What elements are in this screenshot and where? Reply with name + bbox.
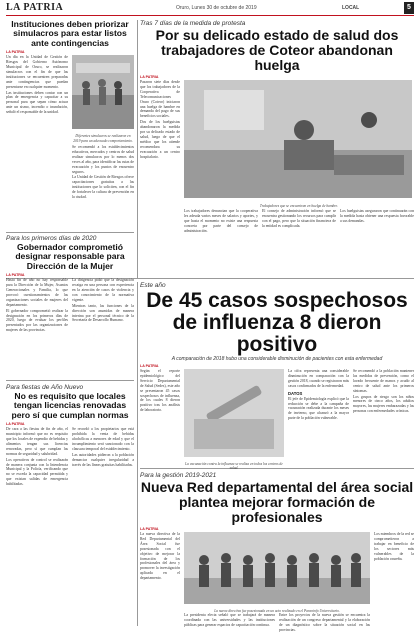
paragraph: Las autoridades pidieron a la población denunciar cualquier irregularidad a través de las líneas gratuitas habilitadas.: [72, 452, 134, 467]
subheadline: A comparación de 2018 hubo una considerable disminución de pacientes con esta enfermedad: [171, 356, 383, 362]
paragraph: Mientras tanto, las funciones de la dirección son asumidas de manera interina por el personal técnico de la Secretaría de Desarrollo Humano.: [72, 303, 134, 323]
photo-caption: La vacunación contra la influenza se realiza en todos los centros de salud.: [185, 462, 283, 471]
kicker: Para fiestas de Año Nuevo: [6, 384, 84, 391]
paragraph: Entre los proyectos de la nueva gestión se encuentra la realización de un congreso departamental y la elaboración de un diagnóstico sobre la situación social en las provincias.: [279, 613, 370, 633]
byline: LA PATRIA: [6, 50, 25, 55]
newspaper-logo: LA PATRIA: [6, 2, 64, 13]
edition-date: Oruro, Lunes 30 de octubre de 2019: [176, 5, 257, 11]
vaccine-photo: [184, 369, 284, 457]
paragraph: Los miembros de la red se comprometieron a trabajar en beneficio de los sectores más vulnerables de la población orureña.: [374, 532, 414, 561]
headline: Instituciones deben priorizar simulacros para estar listos ante contingencias: [11, 19, 129, 48]
photo-caption: La nueva directiva fue posesionada en un acto realizado en el Paraninfo Universitario.: [214, 609, 340, 613]
paragraph: Los grupos de riesgo son los niños menores de cinco años, los adultos mayores, las mujeres embarazadas y las personas con enfermedades crónicas.: [353, 394, 414, 414]
page-number: 5: [404, 2, 414, 14]
paragraph: Los operativos de control se realizarán de manera conjunta con la Intendencia Municipal y la Policía, verificando que no se exceda la capacidad permitida y que existan salidas de emergencia habilitadas.: [6, 457, 68, 487]
headline: Gobernador comprometió designar responsable para Dirección de la Mujer: [15, 242, 125, 271]
masthead: [6, 2, 414, 16]
byline: LA PATRIA: [6, 273, 25, 278]
paragraph: La cifra representa una considerable disminución en comparación con la gestión 2018, cuando se registraron más casos confirmados de la enfermedad.: [288, 369, 349, 388]
section-label: LOCAL: [342, 5, 360, 11]
paragraph: El jefe de Epidemiología explicó que la reducción se debe a la campaña de vacunación realizada durante los meses de invierno, que alcanzó a la mayor parte de la población vulnerable.: [288, 396, 349, 421]
paragraph: Se recomendó a la población mantener las medidas de prevención, como el lavado frecuente de manos y acudir al centro de salud ante los primeros síntomas.: [353, 369, 414, 393]
column-divider: [137, 20, 138, 278]
paragraph: El gobernador comprometió realizar la designación en los primeros días de 2020, luego de evaluar los perfiles presentados por las organizaciones de mujeres de las provincias.: [6, 308, 68, 333]
drill-photo: [72, 55, 134, 129]
story-influenza: [140, 282, 414, 471]
story-red-social: [140, 472, 414, 633]
story-ano-nuevo: [6, 384, 134, 626]
headline: De 45 casos sospechosos de influenza 8 dieron positivo: [146, 289, 408, 356]
story-divider: [6, 380, 134, 381]
paragraph: El consejo de administración informó que se encuentra gestionando los recursos para cumplir con el pago, pero que la situación financiera de la entidad es complicada.: [262, 209, 336, 229]
paragraph: Los trabajadores denuncian que la cooperativa les adeuda varios meses de salarios y aportes, y que hasta el momento no existe una respuesta concreta por parte del consejo de administración.: [184, 209, 258, 234]
paragraph: La Unidad de Gestión de Riesgos ofrece capacitaciones gratuitas a las instituciones que lo soliciten, con el fin de fortalecer la cultura de prevención en la ciudad.: [72, 175, 134, 200]
paragraph: Un día en la Unidad de Gestión de Riesgos del Gobierno Autónomo Municipal de Oruro, se realizaron simulacros con el fin de que las instituciones se encuentren preparadas ante contingencias que puedan presentarse en cualquier momento.: [6, 55, 68, 89]
paragraph: Dos de los huelguistas abandonaron la medida por su delicado estado de salud, luego de que el médico que los atiende recomendara su evacuación a un centro hospitalario.: [140, 120, 180, 159]
paragraph: La nueva directiva de la Red Departamental del Área Social fue posesionada con el objetivo de mejorar la formación de los profesionales del área y promover la investigación aplicada en el departamento.: [140, 532, 180, 581]
photo-caption: Trabajadores que se encuentran en huelga de hambre.: [259, 204, 339, 208]
headline: Nueva Red departamental del área social plantea mejorar formación de profesionales: [140, 479, 414, 525]
side-heading: DATOS: [288, 390, 303, 396]
kicker: Para la gestión 2019-2021: [140, 472, 217, 479]
headline: Por su delicado estado de salud dos trabajadores de Coteor abandonan huelga: [155, 27, 399, 73]
paragraph: La dirigencia pidió que la designación recaiga en una persona con experiencia en la atención de casos de violencia y con conocimiento de la normativa vigente.: [72, 278, 134, 302]
paragraph: De cara a las fiestas de fin de año, el municipio informó que no es requisito que los locales de expendio de bebidas y alimentos tengan sus licencias renovadas, pero sí que cumplan las normas de seguridad y salubridad.: [6, 427, 68, 456]
byline: LA PATRIA: [140, 364, 159, 368]
paragraph: Los huelguistas aseguraron que continuarán con la medida hasta obtener una respuesta favorable a sus demandas.: [340, 209, 414, 224]
paragraph: Según el reporte epidemiológico del Servicio Departamental de Salud (Sedes), este año se presentaron 45 casos sospechosos de influenza, de los cuales 8 dieron positivo tras los análisis de laboratorio.: [140, 369, 180, 413]
paragraph: Se recordó a los propietarios que está prohibida la venta de bebidas alcohólicas a menores de edad y que el incumplimiento será sancionado con la clausura temporal del establecimiento.: [72, 427, 134, 451]
kicker: Para los primeros días de 2020: [6, 235, 97, 242]
paragraph: Las instituciones deben contar con un plan de emergencia y capacitar a su personal para que sepan cómo actuar ante un sismo, incendio o inundación, señaló el responsable de la unidad.: [6, 90, 68, 115]
headline: No es requisito que locales tengan licencias renovadas pero sí que cumplan normas: [11, 391, 129, 420]
paragraph: Hasta fin de año no hay responsable para la Dirección de la Mujer, Asuntos Generacionales y Familia, lo que provocó cuestionamientos de las organizaciones sociales de mujeres del departamento.: [6, 278, 68, 307]
column-divider: [137, 282, 138, 626]
story-coteor: [140, 20, 414, 276]
kicker: Tras 7 días de la medida de protesta: [140, 20, 246, 27]
group-photo: [184, 532, 370, 604]
kicker: Este año: [140, 282, 166, 289]
byline: LA PATRIA: [140, 75, 159, 79]
story-gobernador: [6, 235, 134, 375]
photo-caption: Diferentes simulacros se realizaron en 2019 para un adecuado comportamiento.: [73, 134, 133, 143]
hunger-strike-photo: [184, 80, 412, 198]
paragraph: Se recomendó a los establecimientos educativos, mercados y centros de salud realizar simulacros por lo menos dos veces al año, para identificar las rutas de evacuación y los puntos de encuentro seguros.: [72, 145, 134, 174]
byline: LA PATRIA: [6, 422, 25, 427]
paragraph: Pasaron siete días desde que los trabajadores de la Cooperativa de Telecomunicaciones Oruro (Coteor) iniciaron una huelga de hambre en demanda del pago de sus beneficios sociales.: [140, 80, 180, 119]
story-instituciones: [6, 20, 134, 230]
paragraph: La presidenta electa señaló que se trabajará de manera coordinada con las universidades y las instituciones públicas para generar espacios de capacitación continua.: [184, 613, 275, 628]
byline: LA PATRIA: [140, 527, 159, 531]
